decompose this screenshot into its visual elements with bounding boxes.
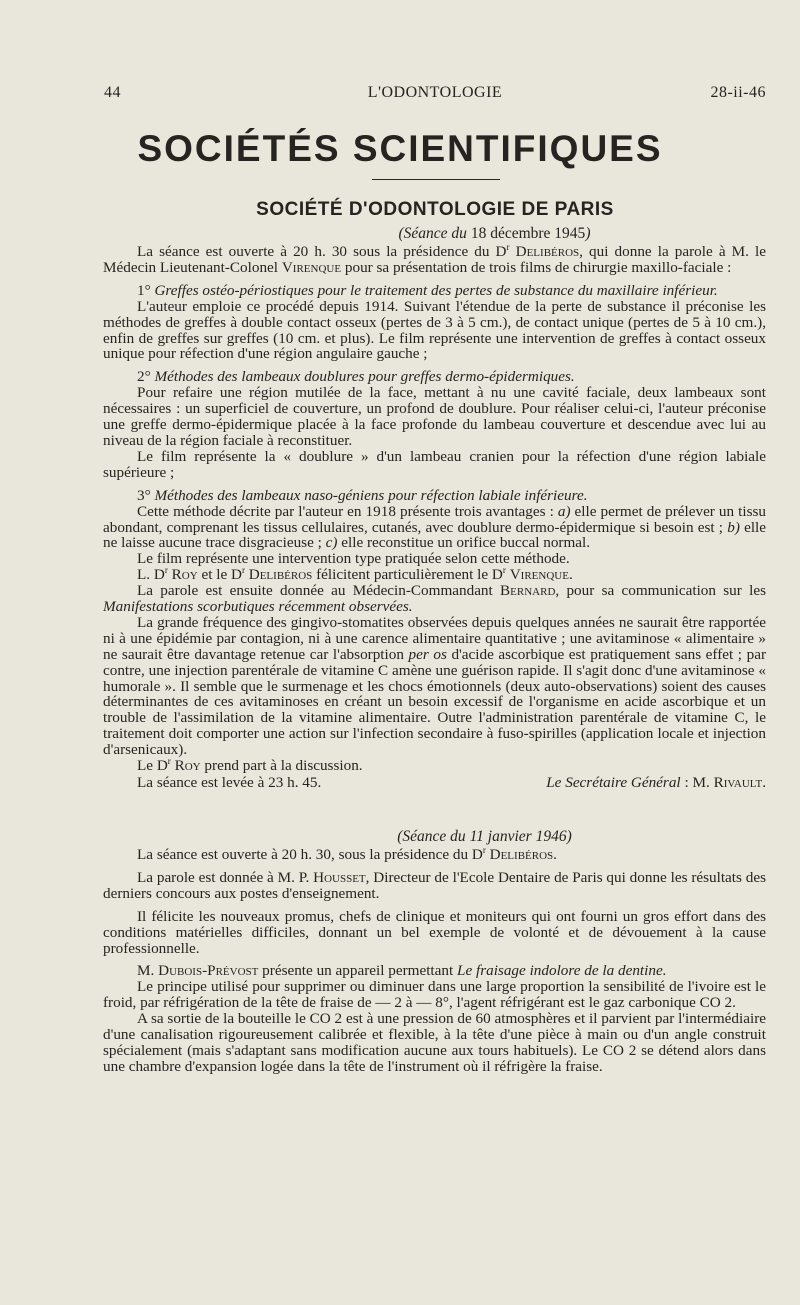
felicitations-paragraph: Il félicite les nouveaux promus, chefs de clinique et moniteurs qui ont fourni un gros effort dans des conditions matérielles difficiles, donnant un bel exemple de volonté et de dévouement à la cause professionnelle. <box>103 907 766 957</box>
journal-title: L'ODONTOLOGIE <box>367 84 503 101</box>
session-1-opening: La séance est ouverte à 20 h. 30 sous la présidence du $D^r$ Delibéros, qui donne la parole à M. le Médecin Lieutenant-Colonel Virenque pour sa présentation de trois films de chirurgie maxillo-faciale : <box>103 241 767 276</box>
session-2-label: (Séance du <box>397 828 466 845</box>
sortie-paragraph: A sa sortie de la bouteille le CO 2 est à une pression de 60 atmosphères et il parvient par l'intermédiaire d'une canalisation rigoureusement calibrée et flexible, à la tête d'une pièce à main ou d'un angle construit spécialement (mais s'adaptant sans modification aucune aux tours habituels). Le CO 2 se détend alors dans une chambre d'expansion logée dans la tête de l'instrument où il réfrigère la fraise. <box>103 1010 766 1075</box>
scorbut-text: La grande fréquence des gingivo-stomatites observées depuis quelques années ne saurait être rapportée ni à une épidémie par contagion, ni à une carence alimentaire quantitative ; une avitaminose « alimentaire » ne saurait être davantage retenue car l'absorption per os d'acide ascorbique est pratiquement sans effet ; par contre, une injection parentérale de vitamine C amène une guérison rapide. Il s'agit donc d'une avitaminose « humorale ». Il semble que le surmenage et les chocs émotionnels (deux auto-observations) soient des causes déterminantes de ces avitaminoses en créant un besoin excessif de l'organisme en acide ascorbique et un trouble de l'assimilation de la vitamine alimentaire. Outre l'administration parentérale de vitamine C, le traitement doit comporter une action sur l'infection secondaire à fuso-spirilles (application locale et injection d'arsenicaux). <box>103 613 767 759</box>
running-header <box>104 84 766 104</box>
housset-paragraph: La parole est donnée à M. P. Housset, Directeur de l'Ecole Dentaire de Paris qui donne les résultats des derniers concours aux postes d'enseignement. <box>103 868 767 902</box>
closing-time: La séance est levée à 23 h. 45. <box>137 774 322 791</box>
discussion: Le $D^r$ Roy prend part à la discussion. <box>137 756 363 775</box>
film-2-text-2: Le film représente la « doublure » d'un lambeau cranien pour la réfection d'une région labiale supérieure ; <box>103 447 766 481</box>
session-1-close: ) <box>585 225 591 242</box>
page-number: 44 <box>104 84 121 101</box>
film-2-heading: 2° Méthodes des lambeaux doublures pour greffes dermo-épidermiques. <box>137 368 575 386</box>
dubois-paragraph: M. Dubois-Prévost présente un appareil permettant Le fraisage indolore de la dentine. <box>137 962 667 980</box>
society-title: SOCIÉTÉ D'ODONTOLOGIE DE PARIS <box>256 199 614 220</box>
bernard-intro: La parole est ensuite donnée au Médecin-Commandant Bernard, pour sa communication sur les Manifestations scorbutiques récemment observées. <box>103 582 766 616</box>
film-2-text-1: Pour refaire une région mutilée de la face, mettant à nu une cavité faciale, deux lambeaux sont nécessaires : un superficiel de couverture, un profond de doublure. Pour réaliser celui-ci, l'auteur préconise une greffe dermo-épidermique placée à la face profonde du lambeau couverture et descendue avec lui au niveau de la région faciale à reconstituer. <box>103 384 766 449</box>
session-2-heading <box>103 827 766 847</box>
session-1-heading <box>103 224 766 244</box>
film-1-heading: 1° Greffes ostéo-périostiques pour le traitement des pertes de substance du maxillaire inférieur. <box>137 281 718 299</box>
session-2-date: 11 janvier 1946 <box>469 828 567 845</box>
session-1-date: 18 décembre 1945 <box>470 225 586 242</box>
film-3-text-1: Cette méthode décrite par l'auteur en 1918 présente trois avantages : a) elle permet de prélever un tissu abondant, comprenant les tissus cellulaires, cutanés, avec doublure dermo-épidermique si besoin est ; b) elle ne laisse aucune trace disgracieuse ; c) elle reconstitue un orifice buccal normal. <box>103 502 767 552</box>
congratulations: L. $D^r$ Roy et le $D^r$ Delibéros félicitent particulièrement le $D^r$ Virenque. <box>137 565 573 584</box>
session-2-opening: La séance est ouverte à 20 h. 30, sous la présidence du $D^r$ Delibéros. <box>137 844 557 863</box>
title-rule <box>372 179 500 180</box>
film-3-text-2: Le film représente une intervention type pratiquée selon cette méthode. <box>137 550 570 568</box>
issue-date: 28-ii-46 <box>710 84 766 101</box>
session-2-close: ) <box>566 828 572 845</box>
secretary-signature: Le Secrétaire Général : M. Rivault. <box>546 774 766 791</box>
session-1-closing <box>103 775 766 791</box>
principe-paragraph: Le principe utilisé pour supprimer ou diminuer dans une large proportion la sensibilité de l'ivoire est le froid, par réfrigération de la tête de fraise de — 2 à — 8°, l'agent réfrigérant est le gaz carbonique CO 2. <box>103 978 766 1012</box>
section-title: SOCIÉTÉS SCIENTIFIQUES <box>137 128 663 169</box>
article-body <box>103 224 766 1075</box>
session-1-label: (Séance du <box>398 225 467 242</box>
film-3-heading: 3° Méthodes des lambeaux naso-géniens pour réfection labiale inférieure. <box>137 486 588 504</box>
film-1-text: L'auteur emploie ce procédé depuis 1914. Suivant l'étendue de la perte de substance il préconise les méthodes de greffes à double contact osseux (pertes de 3 à 5 cm.), de contact unique (pertes de 5 à 10 cm.), enfin de greffes sur greffes (10 cm. et plus). Le film représente une intervention de greffes à contact osseux unique pour réfection d'une région angulaire gauche ; <box>103 297 766 363</box>
